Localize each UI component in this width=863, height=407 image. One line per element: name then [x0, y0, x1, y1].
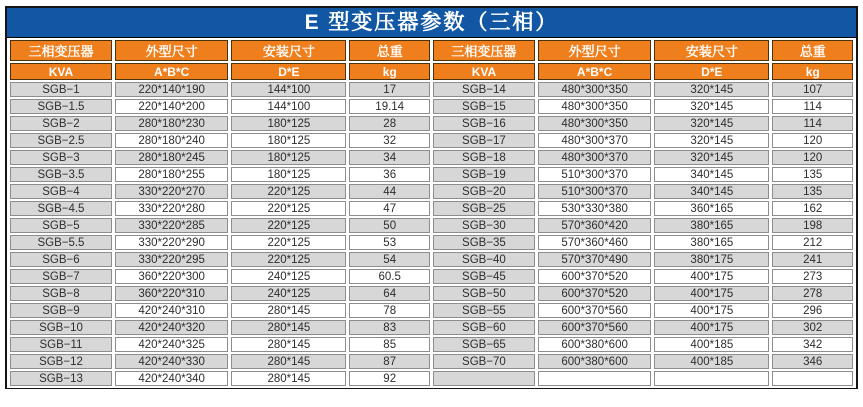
cell-dimensions-left: 330*220*270 — [115, 184, 228, 199]
cell-mounting-right: 380*165 — [654, 218, 769, 233]
cell-kva-right: SGB−70 — [433, 354, 535, 369]
cell-kva-left: SGB−4 — [10, 184, 112, 199]
cell-mounting-left: 280*145 — [231, 337, 346, 352]
cell-mounting-right: 400*175 — [654, 303, 769, 318]
cell-dimensions-right: 570*360*460 — [538, 235, 651, 250]
cell-mounting-right: 400*175 — [654, 286, 769, 301]
cell-mounting-right: 340*145 — [654, 184, 769, 199]
col-header-mounting-right: 安装尺寸 — [654, 40, 769, 61]
col-unit-kva-right: KVA — [433, 63, 535, 80]
cell-mounting-left: 220*125 — [231, 201, 346, 216]
cell-dimensions-left: 330*220*285 — [115, 218, 228, 233]
cell-dimensions-right: 510*300*370 — [538, 184, 651, 199]
cell-dimensions-right: 480*300*350 — [538, 82, 651, 97]
cell-mounting-left: 220*125 — [231, 252, 346, 267]
cell-mounting-left: 280*145 — [231, 371, 346, 386]
cell-kva-right: SGB−45 — [433, 269, 535, 284]
cell-kva-left: SGB−12 — [10, 354, 112, 369]
cell-weight-left: 19.14 — [349, 99, 430, 114]
cell-kva-right: SGB−60 — [433, 320, 535, 335]
table-header — [10, 40, 853, 80]
spec-row — [10, 286, 853, 301]
cell-mounting-right: 340*145 — [654, 167, 769, 182]
cell-weight-right: 135 — [772, 184, 853, 199]
cell-kva-left: SGB−1 — [10, 82, 112, 97]
col-header-dimensions-right: 外型尺寸 — [538, 40, 651, 61]
col-header-kva-right: 三相变压器 — [433, 40, 535, 61]
col-header-weight-right: 总重 — [772, 40, 853, 61]
cell-mounting-left: 240*125 — [231, 269, 346, 284]
cell-dimensions-left: 360*220*300 — [115, 269, 228, 284]
cell-dimensions-left: 330*220*280 — [115, 201, 228, 216]
cell-weight-right: 135 — [772, 167, 853, 182]
cell-kva-right: SGB−40 — [433, 252, 535, 267]
cell-mounting-left: 220*125 — [231, 218, 346, 233]
cell-kva-right: SGB−55 — [433, 303, 535, 318]
cell-dimensions-left: 280*180*240 — [115, 133, 228, 148]
cell-mounting-right: 400*185 — [654, 337, 769, 352]
cell-weight-right: 120 — [772, 133, 853, 148]
cell-mounting-left: 180*125 — [231, 133, 346, 148]
spec-row — [10, 218, 853, 233]
cell-weight-left: 87 — [349, 354, 430, 369]
spec-row — [10, 116, 853, 131]
cell-mounting-left: 144*100 — [231, 99, 346, 114]
cell-dimensions-left: 280*180*245 — [115, 150, 228, 165]
cell-mounting-right: 320*145 — [654, 99, 769, 114]
cell-weight-left: 60.5 — [349, 269, 430, 284]
cell-kva-left: SGB−4.5 — [10, 201, 112, 216]
cell-weight-right: 342 — [772, 337, 853, 352]
cell-dimensions-right: 480*300*350 — [538, 116, 651, 131]
cell-kva-left: SGB−13 — [10, 371, 112, 386]
col-header-kva-left: 三相变压器 — [10, 40, 112, 61]
table-body — [10, 82, 853, 386]
col-header-weight-left: 总重 — [349, 40, 430, 61]
spec-row — [10, 303, 853, 318]
cell-dimensions-left: 220*140*190 — [115, 82, 228, 97]
col-unit-weight-left: kg — [349, 63, 430, 80]
cell-weight-right: 162 — [772, 201, 853, 216]
cell-weight-left: 64 — [349, 286, 430, 301]
cell-mounting-right: 320*145 — [654, 150, 769, 165]
col-unit-kva-left: KVA — [10, 63, 112, 80]
spec-row — [10, 269, 853, 284]
col-unit-dimensions-right: A*B*C — [538, 63, 651, 80]
spec-row — [10, 337, 853, 352]
cell-dimensions-right: 480*300*350 — [538, 99, 651, 114]
col-unit-dimensions-left: A*B*C — [115, 63, 228, 80]
cell-dimensions-left: 420*240*330 — [115, 354, 228, 369]
cell-mounting-right: 380*175 — [654, 252, 769, 267]
cell-dimensions-right: 600*370*520 — [538, 286, 651, 301]
cell-kva-right: SGB−16 — [433, 116, 535, 131]
cell-dimensions-right: 570*360*420 — [538, 218, 651, 233]
cell-kva-right — [433, 371, 535, 386]
col-unit-mounting-left: D*E — [231, 63, 346, 80]
cell-mounting-left: 280*145 — [231, 303, 346, 318]
cell-weight-left: 54 — [349, 252, 430, 267]
cell-mounting-right: 400*185 — [654, 354, 769, 369]
cell-mounting-left: 280*145 — [231, 354, 346, 369]
cell-dimensions-right: 570*370*490 — [538, 252, 651, 267]
cell-dimensions-right — [538, 371, 651, 386]
table-frame — [5, 6, 858, 389]
cell-kva-left: SGB−2.5 — [10, 133, 112, 148]
cell-weight-left: 78 — [349, 303, 430, 318]
spec-row — [10, 354, 853, 369]
cell-kva-left: SGB−3.5 — [10, 167, 112, 182]
cell-dimensions-left: 330*220*290 — [115, 235, 228, 250]
cell-weight-right: 302 — [772, 320, 853, 335]
cell-kva-left: SGB−8 — [10, 286, 112, 301]
col-header-mounting-left: 安装尺寸 — [231, 40, 346, 61]
transformer-spec-table — [7, 38, 856, 388]
cell-weight-left: 32 — [349, 133, 430, 148]
spec-row — [10, 252, 853, 267]
cell-dimensions-right: 600*370*560 — [538, 303, 651, 318]
cell-mounting-right: 400*175 — [654, 320, 769, 335]
cell-weight-left: 85 — [349, 337, 430, 352]
cell-weight-left: 92 — [349, 371, 430, 386]
cell-mounting-left: 220*125 — [231, 235, 346, 250]
cell-weight-left: 53 — [349, 235, 430, 250]
cell-mounting-left: 144*100 — [231, 82, 346, 97]
header-label-row — [10, 40, 853, 61]
cell-kva-right: SGB−15 — [433, 99, 535, 114]
col-header-dimensions-left: 外型尺寸 — [115, 40, 228, 61]
cell-mounting-left: 240*125 — [231, 286, 346, 301]
cell-mounting-left: 220*125 — [231, 184, 346, 199]
cell-weight-right: 296 — [772, 303, 853, 318]
cell-weight-right: 114 — [772, 116, 853, 131]
cell-mounting-right: 320*145 — [654, 116, 769, 131]
spec-row — [10, 201, 853, 216]
cell-weight-left: 50 — [349, 218, 430, 233]
cell-kva-right: SGB−25 — [433, 201, 535, 216]
cell-kva-left: SGB−6 — [10, 252, 112, 267]
spec-row — [10, 133, 853, 148]
spec-row — [10, 320, 853, 335]
cell-weight-left: 83 — [349, 320, 430, 335]
cell-weight-right: 278 — [772, 286, 853, 301]
cell-mounting-left: 180*125 — [231, 116, 346, 131]
spec-row — [10, 99, 853, 114]
cell-kva-left: SGB−2 — [10, 116, 112, 131]
cell-kva-right: SGB−50 — [433, 286, 535, 301]
cell-dimensions-right: 510*300*370 — [538, 167, 651, 182]
cell-weight-right: 346 — [772, 354, 853, 369]
cell-dimensions-right: 530*330*380 — [538, 201, 651, 216]
cell-mounting-right: 360*165 — [654, 201, 769, 216]
cell-dimensions-left: 420*240*325 — [115, 337, 228, 352]
spec-row — [10, 371, 853, 386]
cell-mounting-right: 320*145 — [654, 82, 769, 97]
spec-row — [10, 150, 853, 165]
cell-kva-right: SGB−18 — [433, 150, 535, 165]
cell-dimensions-right: 480*300*370 — [538, 133, 651, 148]
cell-mounting-right: 380*165 — [654, 235, 769, 250]
cell-kva-left: SGB−5.5 — [10, 235, 112, 250]
cell-kva-right: SGB−30 — [433, 218, 535, 233]
cell-kva-right: SGB−17 — [433, 133, 535, 148]
cell-kva-left: SGB−11 — [10, 337, 112, 352]
cell-kva-left: SGB−7 — [10, 269, 112, 284]
spec-row — [10, 184, 853, 199]
cell-dimensions-left: 420*240*320 — [115, 320, 228, 335]
cell-kva-right: SGB−35 — [433, 235, 535, 250]
cell-weight-right: 114 — [772, 99, 853, 114]
cell-weight-left: 28 — [349, 116, 430, 131]
cell-weight-right: 120 — [772, 150, 853, 165]
cell-dimensions-left: 420*240*340 — [115, 371, 228, 386]
table-title: E 型变压器参数（三相） — [7, 8, 856, 38]
cell-dimensions-left: 220*140*200 — [115, 99, 228, 114]
cell-weight-right — [772, 371, 853, 386]
spec-row — [10, 235, 853, 250]
cell-dimensions-left: 420*240*310 — [115, 303, 228, 318]
cell-kva-left: SGB−9 — [10, 303, 112, 318]
spec-row — [10, 167, 853, 182]
cell-weight-right: 212 — [772, 235, 853, 250]
cell-mounting-left: 180*125 — [231, 167, 346, 182]
cell-kva-right: SGB−20 — [433, 184, 535, 199]
cell-weight-left: 34 — [349, 150, 430, 165]
cell-mounting-right: 400*175 — [654, 269, 769, 284]
cell-dimensions-right: 600*380*600 — [538, 337, 651, 352]
cell-dimensions-left: 280*180*230 — [115, 116, 228, 131]
cell-kva-left: SGB−1.5 — [10, 99, 112, 114]
cell-kva-left: SGB−5 — [10, 218, 112, 233]
cell-dimensions-left: 280*180*255 — [115, 167, 228, 182]
cell-dimensions-left: 360*220*310 — [115, 286, 228, 301]
spec-row — [10, 82, 853, 97]
cell-weight-left: 44 — [349, 184, 430, 199]
cell-weight-right: 107 — [772, 82, 853, 97]
cell-dimensions-left: 330*220*295 — [115, 252, 228, 267]
cell-dimensions-right: 600*370*560 — [538, 320, 651, 335]
cell-mounting-right — [654, 371, 769, 386]
cell-kva-left: SGB−3 — [10, 150, 112, 165]
header-unit-row — [10, 63, 853, 80]
cell-kva-left: SGB−10 — [10, 320, 112, 335]
cell-kva-right: SGB−19 — [433, 167, 535, 182]
cell-kva-right: SGB−65 — [433, 337, 535, 352]
cell-weight-left: 36 — [349, 167, 430, 182]
cell-kva-right: SGB−14 — [433, 82, 535, 97]
cell-mounting-left: 280*145 — [231, 320, 346, 335]
cell-dimensions-right: 480*300*370 — [538, 150, 651, 165]
cell-weight-right: 198 — [772, 218, 853, 233]
cell-weight-left: 47 — [349, 201, 430, 216]
cell-mounting-left: 180*125 — [231, 150, 346, 165]
cell-dimensions-right: 600*380*600 — [538, 354, 651, 369]
cell-weight-right: 273 — [772, 269, 853, 284]
cell-mounting-right: 320*145 — [654, 133, 769, 148]
cell-weight-left: 17 — [349, 82, 430, 97]
col-unit-mounting-right: D*E — [654, 63, 769, 80]
cell-weight-right: 241 — [772, 252, 853, 267]
cell-dimensions-right: 600*370*520 — [538, 269, 651, 284]
col-unit-weight-right: kg — [772, 63, 853, 80]
